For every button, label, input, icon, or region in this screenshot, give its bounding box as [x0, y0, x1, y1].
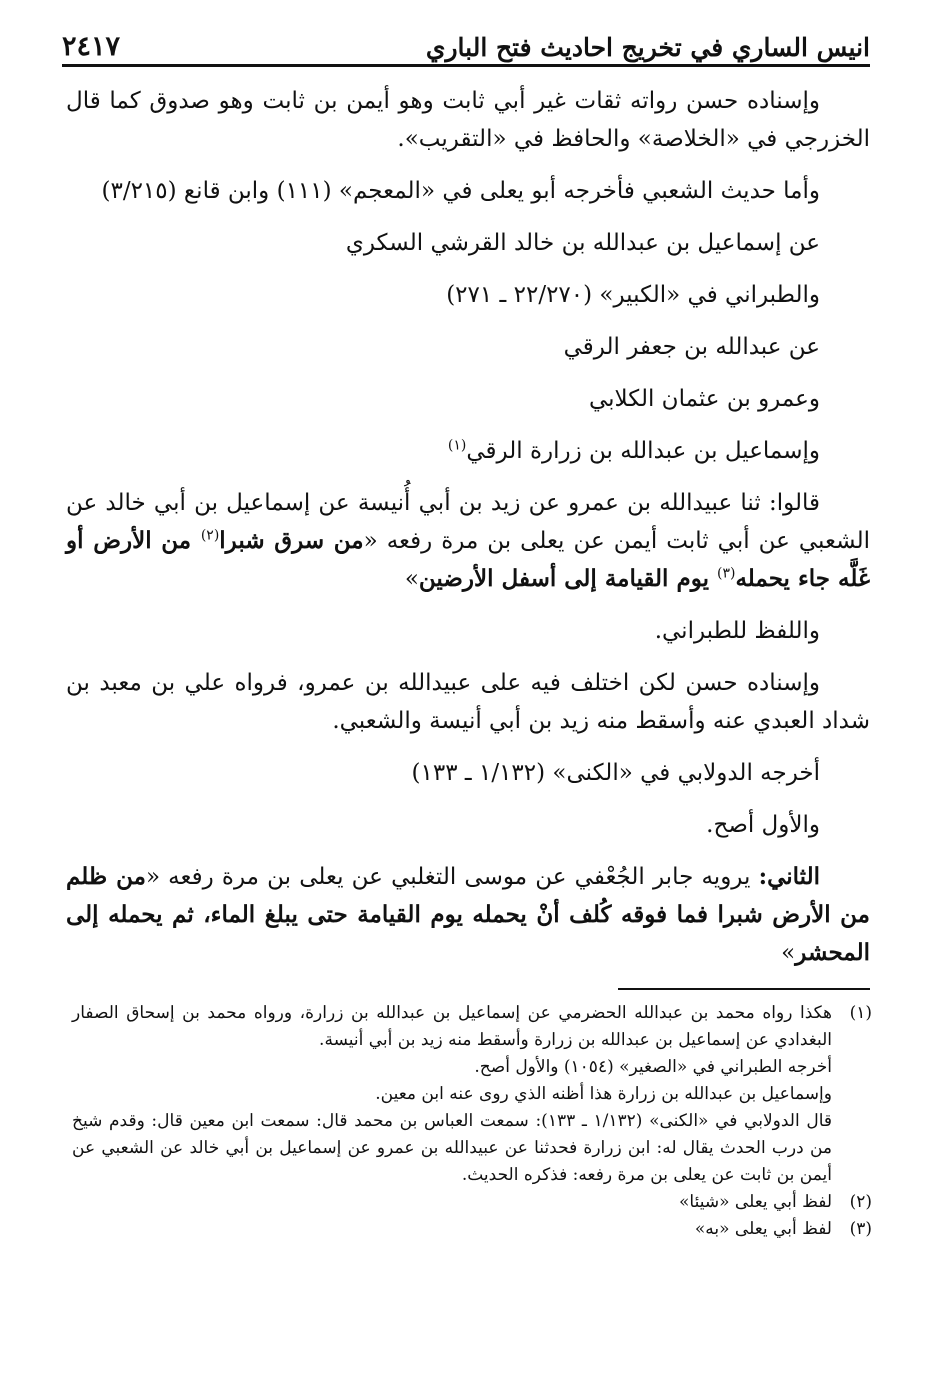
footnote-number: (٢) — [849, 1192, 872, 1212]
paragraph: وإسناده حسن لكن اختلف فيه على عبيدالله بن عمرو، فرواه علي بن معبد بن شداد العبدي عنه وأسقط منه زيد بن أبي أنيسة والشعبي. — [66, 670, 870, 734]
footnote-number: (٣) — [849, 1219, 872, 1239]
footnote-separator — [618, 988, 870, 990]
footnote-number: (١) — [849, 1003, 872, 1023]
paragraph: عن عبدالله بن جعفر الرقي — [563, 334, 820, 360]
footnote-text: لفظ أبي يعلى «به» — [694, 1219, 832, 1239]
paragraph: أخرجه الدولابي في «الكنى» (١/١٣٢ ـ ١٣٣) — [411, 760, 820, 786]
footnote-3 — [72, 1216, 872, 1243]
section-label: الثاني: — [758, 863, 821, 890]
footnote-line: هكذا رواه محمد بن عبدالله الحضرمي عن إسماعيل بن عبدالله بن زرارة، ورواه محمد بن إسحاق الصفار البغدادي عن إسماعيل بن عبدالله بن زرارة وأسقط منه زيد بن أبي أنيسة. — [72, 1003, 832, 1050]
paragraph: عن إسماعيل بن عبدالله بن خالد القرشي السكري — [345, 230, 820, 256]
hadith-paragraph — [66, 858, 870, 972]
main-text — [66, 82, 870, 986]
page-number: ٢٤١٧ — [62, 31, 121, 62]
footnote-ref: (١) — [447, 437, 467, 454]
paragraph: والأول أصح. — [706, 812, 820, 838]
hadith-text: يوم القيامة إلى أسفل الأرضين — [418, 565, 717, 592]
hadith-paragraph — [66, 484, 870, 598]
footnote-ref: (٢) — [200, 527, 220, 544]
closing-quote: » — [404, 566, 419, 592]
running-header — [62, 28, 870, 67]
footnote-text — [72, 1000, 832, 1189]
closing-quote: » — [781, 940, 796, 966]
hadith-text: من سرق شبرا — [219, 527, 364, 554]
footnote-line: قال الدولابي في «الكنى» (١/١٣٢ ـ ١٣٣): سمعت العباس بن محمد قال: سمعت ابن معين قال: وقدم شيخ من درب الحدث يقال له: ابن زرارة فحدثنا عن عبيدالله بن عمرو عن إسماعيل بن أبي خالد عن الشعبي عن أيمن بن ثابت عن يعلى بن مرة رفعه: فذكره الحديث. — [72, 1111, 832, 1185]
footnote-2 — [72, 1189, 872, 1216]
isnad-text: قالوا: ثنا عبيدالله بن عمرو عن زيد بن أبي أُنيسة عن إسماعيل بن أبي خالد عن الشعبي عن أبي ثابت أيمن عن يعلى بن مرة رفعه « — [66, 490, 870, 554]
paragraph-text: وإسماعيل بن عبدالله بن زرارة الرقي — [466, 438, 820, 464]
book-title: انيس الساري في تخريج احاديث فتح الباري — [425, 33, 870, 62]
paragraph — [66, 432, 870, 470]
paragraph: وإسناده حسن رواته ثقات غير أبي ثابت وهو أيمن بن ثابت وهو صدوق كما قال الخزرجي في «الخلاصة» والحافظ في «التقريب». — [66, 88, 870, 152]
paragraph: وعمرو بن عثمان الكلابي — [588, 386, 820, 412]
footnote-text: لفظ أبي يعلى «شيئا» — [679, 1192, 832, 1212]
paragraph: واللفظ للطبراني. — [654, 618, 820, 644]
hadith-text: من ظلم من الأرض شبرا فما فوقه كُلف أنْ يحمله يوم القيامة حتى يبلغ الماء، ثم يحمله إلى المحشر — [66, 863, 870, 966]
paragraph: وأما حديث الشعبي فأخرجه أبو يعلى في «المعجم» (١١١) وابن قانع (٣/٢١٥) — [101, 178, 820, 204]
hadith-text: من الأرض أو غَلَّه جاء يحمله — [66, 527, 870, 592]
footnote-line: أخرجه الطبراني في «الصغير» (١٠٥٤) والأول أصح. — [474, 1057, 832, 1077]
footnote-1 — [72, 1000, 872, 1189]
isnad-text: يرويه جابر الجُعْفي عن موسى التغلبي عن يعلى بن مرة رفعه « — [145, 864, 759, 890]
footnote-ref: (٣) — [717, 565, 736, 582]
footnote-line: وإسماعيل بن عبدالله بن زرارة هذا أظنه الذي روى عنه ابن معين. — [375, 1084, 832, 1104]
footnotes — [72, 1000, 872, 1243]
paragraph: والطبراني في «الكبير» (٢٢/٢٧٠ ـ ٢٧١) — [446, 282, 820, 308]
